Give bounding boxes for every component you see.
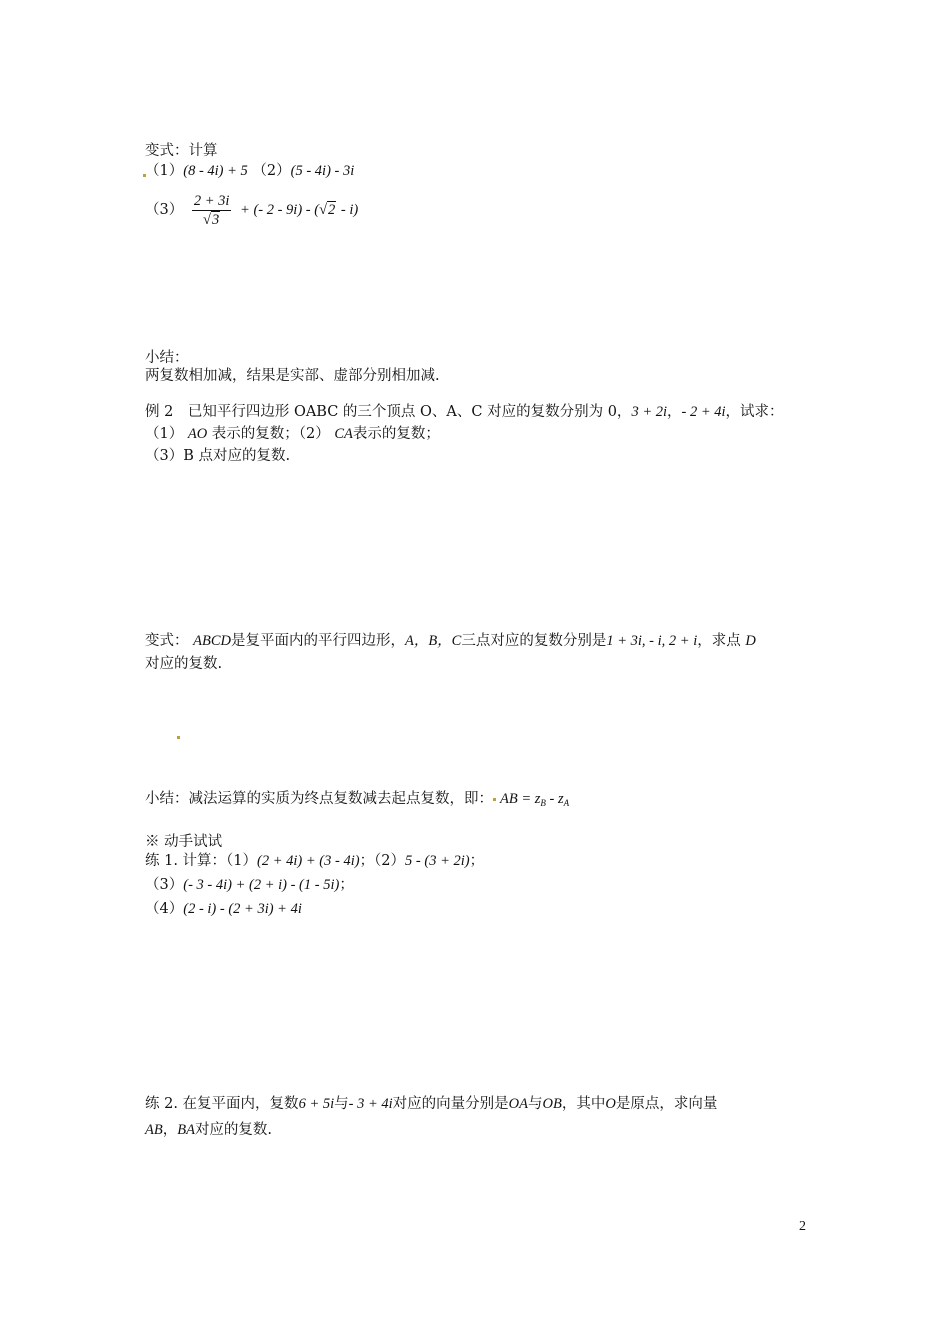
subscript-b: B [540, 798, 546, 808]
summary2-text: 小结：减法运算的实质为终点复数减去起点复数，即： [145, 791, 493, 807]
math-expression: + (- 2 - 9i) - ( [240, 202, 320, 218]
separator: ； [469, 853, 485, 869]
question-text: 表示的复数；（2） [211, 426, 330, 442]
radicand: 2 [328, 202, 336, 218]
practice2-text: 练 2. 在复平面内，复数 [145, 1096, 299, 1112]
math-expression: (5 - 4i) - 3i [290, 163, 355, 179]
variant1-row-1 [145, 161, 354, 181]
math-expression: (8 - 4i) + 5 [183, 163, 248, 179]
practice-heading: ※ 动手试试 [145, 834, 223, 850]
vector-oa: OA [508, 1096, 529, 1112]
complex-value: 6 + 5i [298, 1096, 335, 1112]
variant1-title: 变式：计算 [145, 143, 218, 159]
complex-values: 1 + 3i, - i, 2 + i [606, 633, 698, 649]
fraction-denominator: √3 [203, 211, 220, 228]
math-expression: (2 - i) - (2 + 3i) + 4i [183, 901, 302, 917]
separator: ； [339, 877, 354, 893]
complex-c: - 2 + 4i [681, 404, 726, 420]
decorative-dot [493, 798, 496, 801]
example2-intro-text: 例 2 已知平行四边形 OABC 的三个顶点 O、A、C 对应的复数分别为 0， [145, 404, 632, 420]
minus-z: - z [545, 791, 564, 807]
origin-o: O [605, 1096, 616, 1112]
item-label: （4） [145, 901, 184, 917]
summary2 [145, 789, 569, 813]
decorative-dot [177, 736, 180, 739]
math-expression: 5 - (3 + 2i) [405, 853, 470, 869]
vector-ab: AB [145, 1122, 163, 1138]
practice1-label: 练 1. 计算：（1） [145, 853, 258, 869]
separator: ， [667, 404, 682, 420]
fraction-numerator: 2 + 3i [193, 192, 230, 209]
math-expression: (- 3 - 4i) + (2 + i) - (1 - 5i) [183, 877, 340, 893]
item-label: （1） [145, 163, 184, 179]
practice2-text: 与 [528, 1096, 543, 1112]
practice2-text: ，其中 [561, 1096, 606, 1112]
vector-ob: OB [542, 1096, 562, 1112]
practice2-text: 对应的向量分别是 [392, 1096, 509, 1112]
complex-value: - 3 + 4i [348, 1096, 393, 1112]
point-names: A，B，C [404, 633, 462, 649]
variant2-label: 变式： [145, 633, 189, 649]
practice1-line3 [145, 875, 354, 895]
vector-ab: AB [500, 791, 518, 807]
separator: ；（2） [359, 853, 406, 869]
complex-a: 3 + 2i [631, 404, 668, 420]
point-d: D [745, 633, 756, 649]
variant2-text: 是复平面内的平行四边形， [230, 633, 405, 649]
variant2-line1 [145, 631, 756, 651]
fraction [192, 192, 232, 229]
practice1-line1 [145, 851, 484, 871]
item-label: （3） [145, 202, 184, 218]
equals-z: = z [517, 791, 541, 807]
practice1-line4 [145, 899, 302, 919]
example2-question-3: （3）B 点对应的复数. [145, 448, 291, 464]
variant2-line2: 对应的复数. [145, 656, 223, 672]
radicand: 3 [211, 211, 220, 228]
vector-ao: AO [187, 426, 208, 442]
variant2-text: ，求点 [697, 633, 741, 649]
variant1-row-3 [145, 190, 358, 230]
example2-questions-1-2 [145, 424, 440, 444]
summary1-text: 两复数相加减，结果是实部、虚部分别相加减. [145, 368, 440, 384]
summary1-title: 小结： [145, 350, 189, 366]
practice2-line1 [145, 1094, 717, 1114]
item-label: （1） [145, 426, 184, 442]
practice2-line2 [145, 1120, 272, 1140]
vector-ca: CA [334, 426, 353, 442]
question-text: 表示的复数； [352, 426, 440, 442]
sqrt-symbol: √ [319, 202, 328, 218]
practice2-text: 与 [334, 1096, 349, 1112]
page-number: 2 [799, 1219, 806, 1234]
math-expression: - i) [340, 202, 359, 218]
example2-intro [145, 402, 784, 422]
subscript-a: A [563, 798, 570, 808]
vector-ba: BA [177, 1122, 195, 1138]
math-expression: (2 + 4i) + (3 - 4i) [257, 853, 360, 869]
item-label: （2） [252, 163, 291, 179]
shape-name: ABCD [193, 633, 231, 649]
example2-tail: ，试求： [725, 404, 784, 420]
separator: ， [162, 1122, 178, 1138]
practice2-text: 是原点，求向量 [615, 1096, 718, 1112]
item-label: （3） [145, 877, 184, 893]
variant2-text: 三点对应的复数分别是 [461, 633, 607, 649]
practice2-text: 对应的复数. [194, 1122, 273, 1138]
